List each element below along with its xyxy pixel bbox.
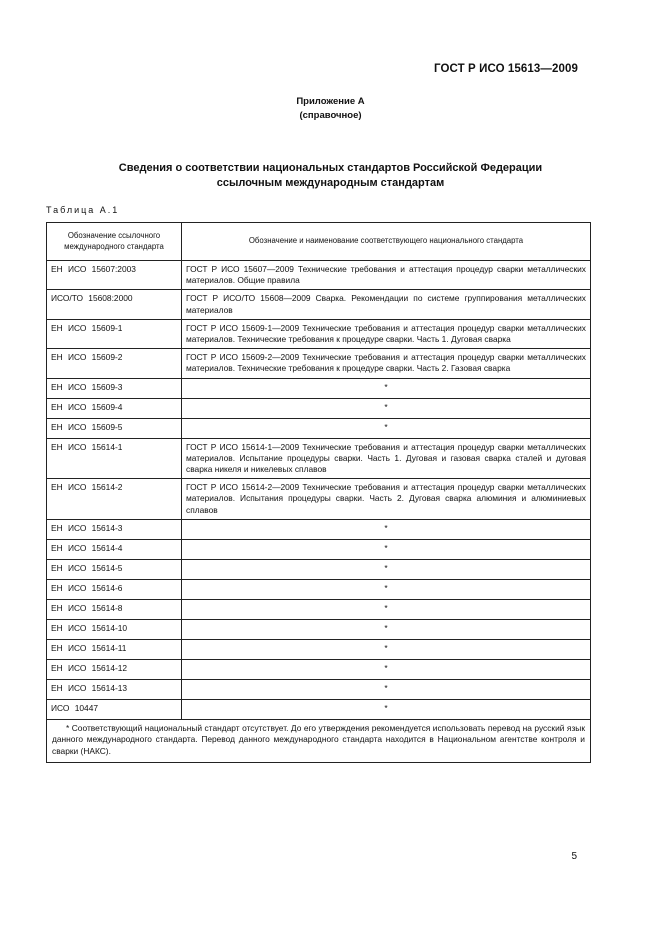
table-row (47, 398, 591, 418)
table-row (47, 659, 591, 679)
page-number: 5 (571, 851, 577, 862)
table-row (47, 519, 591, 539)
reference-standard-cell: ЕН ИСО 15614-10 (47, 619, 182, 639)
appendix-title: Приложение А (296, 96, 365, 107)
document-code: ГОСТ Р ИСО 15613—2009 (433, 63, 578, 75)
table-header-row (47, 223, 591, 261)
reference-standard-cell: ЕН ИСО 15614-6 (47, 579, 182, 599)
table-footnote-row (47, 719, 591, 762)
national-standard-cell: * (182, 679, 591, 699)
national-standard-cell: * (182, 599, 591, 619)
table-row (47, 349, 591, 378)
table-row (47, 699, 591, 719)
table-row (47, 261, 591, 290)
reference-standard-cell: ЕН ИСО 15614-2 (47, 479, 182, 520)
column-header-reference: Обозначение ссылочного международного стандарта (47, 223, 182, 261)
reference-standard-cell: ЕН ИСО 15607:2003 (47, 261, 182, 290)
national-standard-cell: * (182, 579, 591, 599)
reference-standard-cell: ЕН ИСО 15614-3 (47, 519, 182, 539)
table-row (47, 639, 591, 659)
national-standard-cell: ГОСТ Р ИСО 15614-1—2009 Технические требования и аттестация процедур сварки металлических материалов. Испытание процедуры сварки. Часть 1. Дуговая и газовая сварка сталей и дуговая сварка никеля и никелевых сплавов (182, 438, 591, 479)
reference-standard-cell: ИСО/ТО 15608:2000 (47, 290, 182, 319)
table-row (47, 579, 591, 599)
column-header-national: Обозначение и наименование соответствующего национального стандарта (182, 223, 591, 261)
reference-standard-cell: ЕН ИСО 15614-11 (47, 639, 182, 659)
table-row (47, 619, 591, 639)
table-row (47, 559, 591, 579)
section-title-line-1: Сведения о соответствии национальных стандартов Российской Федерации (118, 162, 543, 174)
national-standard-cell: * (182, 378, 591, 398)
table-row (47, 378, 591, 398)
reference-standard-cell: ИСО 10447 (47, 699, 182, 719)
national-standard-cell: * (182, 659, 591, 679)
reference-standard-cell: ЕН ИСО 15609-3 (47, 378, 182, 398)
national-standard-cell: ГОСТ Р ИСО 15609-2—2009 Технические требования и аттестация процедур сварки металлических материалов. Технические требования к процедуре сварки. Часть 2. Газовая сварка (182, 349, 591, 378)
appendix-subtitle: (справочное) (299, 110, 362, 121)
table-row (47, 418, 591, 438)
table-row (47, 679, 591, 699)
reference-standard-cell: ЕН ИСО 15614-12 (47, 659, 182, 679)
national-standard-cell: * (182, 519, 591, 539)
national-standard-cell: ГОСТ Р ИСО 15614-2—2009 Технические требования и аттестация процедур сварки металлических материалов. Испытания процедуры сварки. Часть 2. Дуговая сварка алюминия и алюминиевых сплавов (182, 479, 591, 520)
reference-standard-cell: ЕН ИСО 15614-5 (47, 559, 182, 579)
table-footnote: * Соответствующий национальный стандарт отсутствует. До его утверждения рекомендуется использовать перевод на русский язык данного международного стандарта. Перевод данного международного стандарта находится в Национальном агентстве контроля и сварки (НАКС). (47, 719, 591, 762)
reference-standard-cell: ЕН ИСО 15609-2 (47, 349, 182, 378)
reference-standard-cell: ЕН ИСО 15609-5 (47, 418, 182, 438)
national-standard-cell: * (182, 619, 591, 639)
table-row (47, 319, 591, 348)
table-body (47, 261, 591, 720)
table-label: Таблица А.1 (46, 205, 120, 215)
national-standard-cell: * (182, 539, 591, 559)
reference-standard-cell: ЕН ИСО 15614-1 (47, 438, 182, 479)
national-standard-cell: ГОСТ Р ИСО 15607—2009 Технические требования и аттестация процедур сварки металлических материалов. Общие правила (182, 261, 591, 290)
national-standard-cell: ГОСТ Р ИСО/ТО 15608—2009 Сварка. Рекомендации по системе группирования металлических материалов (182, 290, 591, 319)
national-standard-cell: * (182, 559, 591, 579)
reference-standard-cell: ЕН ИСО 15609-1 (47, 319, 182, 348)
national-standard-cell: * (182, 699, 591, 719)
table-row (47, 290, 591, 319)
national-standard-cell: * (182, 398, 591, 418)
table-row (47, 438, 591, 479)
reference-standard-cell: ЕН ИСО 15609-4 (47, 398, 182, 418)
table-row (47, 479, 591, 520)
reference-standard-cell: ЕН ИСО 15614-4 (47, 539, 182, 559)
table-row (47, 599, 591, 619)
appendix-heading (0, 95, 661, 123)
national-standard-cell: * (182, 639, 591, 659)
reference-standard-cell: ЕН ИСО 15614-8 (47, 599, 182, 619)
section-title-line-2: ссылочным международным стандартам (216, 177, 445, 189)
table-row (47, 539, 591, 559)
reference-standard-cell: ЕН ИСО 15614-13 (47, 679, 182, 699)
national-standard-cell: * (182, 418, 591, 438)
national-standard-cell: ГОСТ Р ИСО 15609-1—2009 Технические требования и аттестация процедур сварки металлических материалов. Технические требования к процедуре сварки. Часть 1. Дуговая сварка (182, 319, 591, 348)
standards-correspondence-table (46, 222, 591, 763)
section-title (0, 161, 661, 191)
